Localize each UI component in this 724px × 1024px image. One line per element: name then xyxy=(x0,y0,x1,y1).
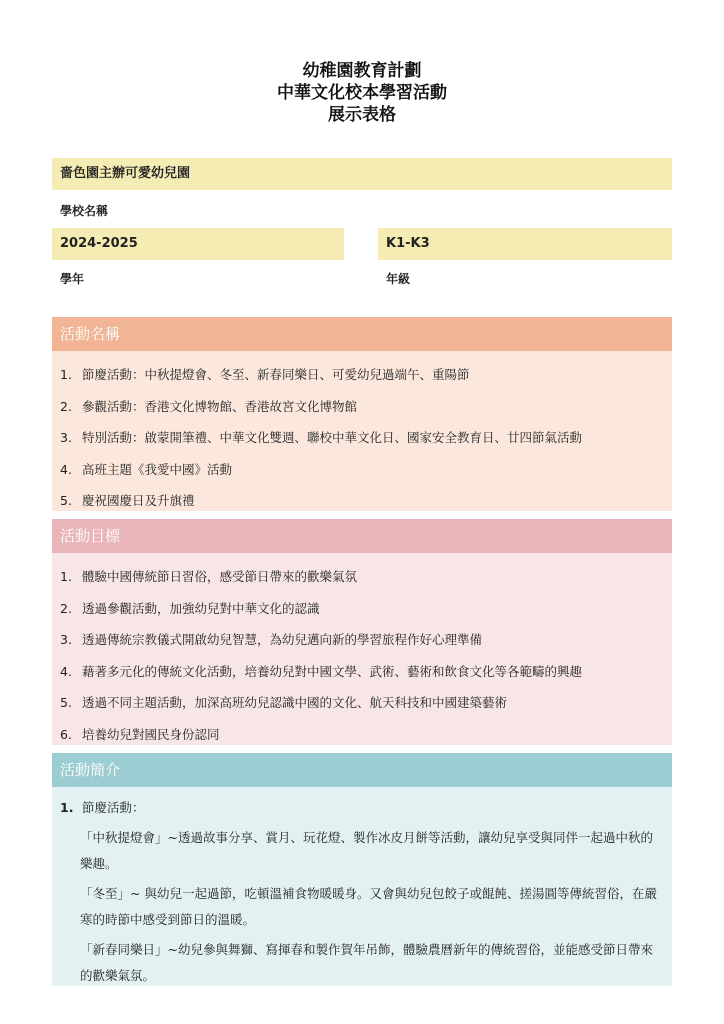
list-item xyxy=(60,359,664,391)
list-item-number: 6. xyxy=(60,726,72,742)
school-name-value: 嗇色園主辦可愛幼兒園 xyxy=(52,158,672,190)
list-item-text: 藉著多元化的傳統文化活動，培養幼兒對中國文學、武術、藝術和飲食文化等各範疇的興趣 xyxy=(82,663,583,679)
list-item xyxy=(60,687,664,719)
intro-sub-number: 1. xyxy=(60,800,74,815)
school-name-label: 學校名稱 xyxy=(60,204,109,218)
list-item xyxy=(60,391,664,423)
title-line-3: 展示表格 xyxy=(328,105,396,125)
intro-paragraph: 「中秋提燈會」~透過故事分享、賞月、玩花燈、製作冰皮月餅等活動，讓幼兒享受與同伴一起過中秋的樂趣。 xyxy=(80,830,653,871)
grade-label: 年級 xyxy=(386,272,411,286)
list-item-text: 參觀活動：香港文化博物館、香港故宮文化博物館 xyxy=(82,398,358,414)
intro-paragraph: 「新春同樂日」~幼兒參與舞獅、寫揮春和製作賀年吊飾，體驗農曆新年的傳統習俗，並能感受節日帶來的歡樂氣氛。 xyxy=(80,942,653,983)
list-item xyxy=(60,454,664,486)
activity-intro-heading: 活動簡介 xyxy=(52,753,672,787)
list-item xyxy=(60,485,664,517)
list-item xyxy=(60,624,664,656)
list-item-number: 3. xyxy=(60,430,72,445)
activity-goals-heading: 活動目標 xyxy=(52,519,672,553)
list-item xyxy=(60,719,664,751)
list-item-number: 2. xyxy=(60,398,72,414)
list-item-text: 透過參觀活動，加強幼兒對中華文化的認識 xyxy=(82,600,320,616)
list-item xyxy=(60,422,664,454)
list-item xyxy=(60,656,664,688)
list-item xyxy=(60,561,664,593)
grade-value: K1-K3 xyxy=(378,228,672,260)
school-year-label: 學年 xyxy=(60,272,85,286)
title-line-2: 中華文化校本學習活動 xyxy=(277,83,447,103)
list-item-number: 5. xyxy=(60,493,72,508)
list-item-number: 2. xyxy=(60,600,72,616)
list-item-text: 體驗中國傳統節日習俗，感受節日帶來的歡樂氣氛 xyxy=(82,569,358,584)
document-title xyxy=(0,60,724,126)
list-item-number: 1. xyxy=(60,569,72,584)
list-item-text: 節慶活動：中秋提燈會、冬至、新春同樂日、可愛幼兒過端午、重陽節 xyxy=(82,367,470,382)
list-item-number: 1. xyxy=(60,367,72,382)
list-item-text: 高班主題《我愛中國》活動 xyxy=(82,461,233,477)
activity-intro-body xyxy=(52,787,672,986)
activity-names-list xyxy=(52,351,672,511)
list-item-text: 特別活動：啟蒙開筆禮、中華文化雙週、聯校中華文化日、國家安全教育日、廿四節氣活動 xyxy=(82,430,583,445)
list-item xyxy=(60,593,664,625)
intro-paragraph: 「冬至」~ 與幼兒一起過節，吃頓溫補食物暖暖身。又會與幼兒包餃子或餛飩、搓湯圓等傳統習俗，在嚴寒的時節中感受到節日的溫暖。 xyxy=(80,886,657,927)
activity-goals-list xyxy=(52,553,672,745)
list-item-number: 4. xyxy=(60,663,72,679)
intro-sub-title: 節慶活動： xyxy=(82,800,145,815)
list-item-text: 培養幼兒對國民身份認同 xyxy=(82,726,220,742)
title-line-1: 幼稚園教育計劃 xyxy=(302,61,422,81)
list-item-text: 慶祝國慶日及升旗禮 xyxy=(82,493,195,508)
list-item-number: 3. xyxy=(60,632,72,647)
activity-names-heading: 活動名稱 xyxy=(52,317,672,351)
list-item-text: 透過不同主題活動，加深高班幼兒認識中國的文化、航天科技和中國建築藝術 xyxy=(82,695,508,710)
list-item-number: 4. xyxy=(60,461,72,477)
list-item-number: 5. xyxy=(60,695,72,710)
school-year-value: 2024-2025 xyxy=(52,228,344,260)
intro-subheading xyxy=(60,795,664,821)
list-item-text: 透過傳統宗教儀式開啟幼兒智慧，為幼兒邁向新的學習旅程作好心理準備 xyxy=(82,632,483,647)
